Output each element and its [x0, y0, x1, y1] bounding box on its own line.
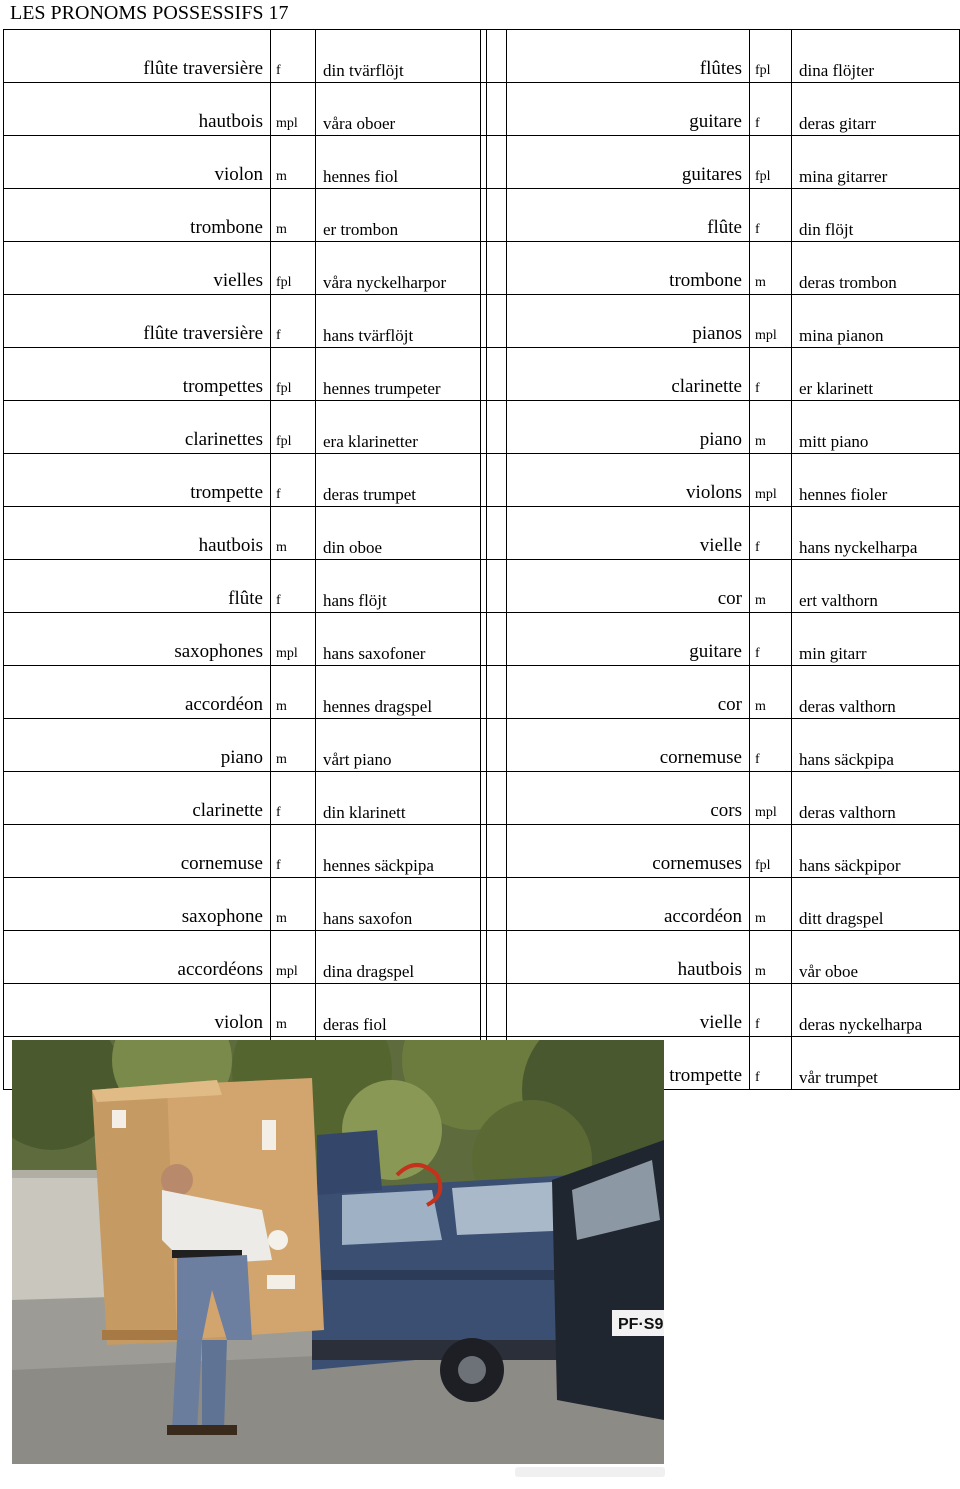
table-row: [4, 931, 960, 984]
french-word-left: violon: [4, 136, 271, 189]
french-word-left: hautbois: [4, 507, 271, 560]
gender-left: fpl: [271, 242, 316, 295]
gender-right: f: [750, 83, 792, 136]
spacer-cell: [487, 242, 507, 295]
swedish-translation-right: mitt piano: [792, 401, 960, 454]
french-word-left: flûte traversière: [4, 30, 271, 83]
spacer-cell: [487, 30, 507, 83]
french-word-right: pianos: [507, 295, 750, 348]
gender-right: m: [750, 401, 792, 454]
gender-left: m: [271, 507, 316, 560]
gender-left: fpl: [271, 348, 316, 401]
french-word-right: cors: [507, 772, 750, 825]
french-word-right: guitares: [507, 136, 750, 189]
swedish-translation-right: deras gitarr: [792, 83, 960, 136]
table-row: [4, 719, 960, 772]
french-word-left: saxophone: [4, 878, 271, 931]
swedish-translation-left: din oboe: [316, 507, 481, 560]
french-word-right: guitare: [507, 83, 750, 136]
table-row: [4, 295, 960, 348]
gender-right: mpl: [750, 454, 792, 507]
table-row: [4, 507, 960, 560]
swedish-translation-right: deras trombon: [792, 242, 960, 295]
table-row: [4, 878, 960, 931]
french-word-right: cornemuse: [507, 719, 750, 772]
vocabulary-table: [3, 29, 960, 1090]
french-word-right: trombone: [507, 242, 750, 295]
french-word-right: cor: [507, 666, 750, 719]
french-word-right: guitare: [507, 613, 750, 666]
french-word-left: trompettes: [4, 348, 271, 401]
page-title: LES PRONOMS POSSESSIFS 17: [10, 2, 289, 24]
swedish-translation-right: deras valthorn: [792, 666, 960, 719]
french-word-right: violons: [507, 454, 750, 507]
swedish-translation-right: dina flöjter: [792, 30, 960, 83]
gender-left: f: [271, 454, 316, 507]
french-word-left: hautbois: [4, 83, 271, 136]
table-row: [4, 189, 960, 242]
gender-left: f: [271, 772, 316, 825]
gender-right: m: [750, 931, 792, 984]
scan-smudge: [515, 1467, 665, 1477]
license-plate-text: PF·S9: [618, 1316, 664, 1333]
french-word-right: flûte: [507, 189, 750, 242]
table-row: [4, 401, 960, 454]
french-word-right: trompette: [507, 1037, 750, 1090]
gender-right: f: [750, 348, 792, 401]
swedish-translation-left: hennes trumpeter: [316, 348, 481, 401]
table-row: [4, 454, 960, 507]
swedish-translation-right: deras nyckelharpa: [792, 984, 960, 1037]
french-word-left: violon: [4, 984, 271, 1037]
gender-left: m: [271, 719, 316, 772]
swedish-translation-right: mina pianon: [792, 295, 960, 348]
gender-left: f: [271, 825, 316, 878]
table-row: [4, 613, 960, 666]
french-word-left: vielles: [4, 242, 271, 295]
swedish-translation-right: hennes fioler: [792, 454, 960, 507]
gender-left: m: [271, 984, 316, 1037]
french-word-left: trompette: [4, 454, 271, 507]
table-row: [4, 242, 960, 295]
table-row: [4, 136, 960, 189]
gender-right: fpl: [750, 30, 792, 83]
swedish-translation-right: er klarinett: [792, 348, 960, 401]
swedish-translation-right: din flöjt: [792, 189, 960, 242]
gender-right: f: [750, 189, 792, 242]
swedish-translation-right: vår oboe: [792, 931, 960, 984]
swedish-translation-left: er trombon: [316, 189, 481, 242]
spacer-cell: [487, 825, 507, 878]
spacer-cell: [487, 719, 507, 772]
swedish-translation-right: hans säckpipor: [792, 825, 960, 878]
table-row: [4, 825, 960, 878]
gender-right: mpl: [750, 295, 792, 348]
gender-left: mpl: [271, 83, 316, 136]
gender-left: fpl: [271, 401, 316, 454]
french-word-left: clarinette: [4, 772, 271, 825]
french-word-left: clarinettes: [4, 401, 271, 454]
spacer-cell: [487, 613, 507, 666]
french-word-right: cor: [507, 560, 750, 613]
swedish-translation-right: hans säckpipa: [792, 719, 960, 772]
french-word-right: hautbois: [507, 931, 750, 984]
gender-left: f: [271, 30, 316, 83]
swedish-translation-left: hans tvärflöjt: [316, 295, 481, 348]
spacer-cell: [487, 136, 507, 189]
table-row: [4, 30, 960, 83]
gender-left: m: [271, 666, 316, 719]
gender-left: m: [271, 189, 316, 242]
gender-right: m: [750, 878, 792, 931]
french-word-left: cornemuse: [4, 825, 271, 878]
swedish-translation-right: ditt dragspel: [792, 878, 960, 931]
gender-right: f: [750, 984, 792, 1037]
french-word-right: flûtes: [507, 30, 750, 83]
swedish-translation-left: hennes säckpipa: [316, 825, 481, 878]
french-word-right: vielle: [507, 984, 750, 1037]
spacer-cell: [487, 507, 507, 560]
spacer-cell: [487, 772, 507, 825]
gender-left: f: [271, 295, 316, 348]
swedish-translation-left: våra nyckelharpor: [316, 242, 481, 295]
swedish-translation-left: deras trumpet: [316, 454, 481, 507]
spacer-cell: [487, 401, 507, 454]
french-word-right: piano: [507, 401, 750, 454]
gender-right: m: [750, 242, 792, 295]
gender-left: f: [271, 560, 316, 613]
gender-left: mpl: [271, 931, 316, 984]
swedish-translation-right: ert valthorn: [792, 560, 960, 613]
table-row: [4, 348, 960, 401]
swedish-translation-left: våra oboer: [316, 83, 481, 136]
spacer-cell: [487, 878, 507, 931]
swedish-translation-left: deras fiol: [316, 984, 481, 1037]
french-word-right: accordéon: [507, 878, 750, 931]
swedish-translation-left: era klarinetter: [316, 401, 481, 454]
swedish-translation-right: mina gitarrer: [792, 136, 960, 189]
french-word-right: clarinette: [507, 348, 750, 401]
french-word-left: accordéons: [4, 931, 271, 984]
gender-right: f: [750, 507, 792, 560]
gender-right: f: [750, 1037, 792, 1090]
swedish-translation-left: vårt piano: [316, 719, 481, 772]
french-word-left: trombone: [4, 189, 271, 242]
swedish-translation-right: hans nyckelharpa: [792, 507, 960, 560]
gender-right: f: [750, 719, 792, 772]
spacer-cell: [487, 931, 507, 984]
table-row: [4, 984, 960, 1037]
french-word-left: accordéon: [4, 666, 271, 719]
swedish-translation-right: vår trumpet: [792, 1037, 960, 1090]
swedish-translation-left: hans saxofoner: [316, 613, 481, 666]
gender-left: m: [271, 878, 316, 931]
spacer-cell: [487, 666, 507, 719]
french-word-right: cornemuses: [507, 825, 750, 878]
spacer-cell: [487, 295, 507, 348]
gender-right: mpl: [750, 772, 792, 825]
table-row: [4, 83, 960, 136]
swedish-translation-left: dina dragspel: [316, 931, 481, 984]
swedish-translation-left: hennes fiol: [316, 136, 481, 189]
spacer-cell: [487, 454, 507, 507]
swedish-translation-left: hennes dragspel: [316, 666, 481, 719]
swedish-translation-right: min gitarr: [792, 613, 960, 666]
swedish-translation-left: din tvärflöjt: [316, 30, 481, 83]
table-row: [4, 560, 960, 613]
french-word-left: saxophones: [4, 613, 271, 666]
gender-right: fpl: [750, 136, 792, 189]
swedish-translation-right: deras valthorn: [792, 772, 960, 825]
spacer-cell: [487, 348, 507, 401]
spacer-cell: [487, 189, 507, 242]
spacer-cell: [487, 560, 507, 613]
table-row: [4, 772, 960, 825]
spacer-cell: [487, 984, 507, 1037]
gender-right: m: [750, 666, 792, 719]
table-row: [4, 666, 960, 719]
french-word-left: flûte traversière: [4, 295, 271, 348]
gender-left: mpl: [271, 613, 316, 666]
swedish-translation-left: din klarinett: [316, 772, 481, 825]
spacer-cell: [487, 83, 507, 136]
photo-man-loading-boxes-into-car: [12, 1040, 664, 1464]
swedish-translation-left: hans saxofon: [316, 878, 481, 931]
french-word-left: piano: [4, 719, 271, 772]
gender-right: m: [750, 560, 792, 613]
french-word-left: flûte: [4, 560, 271, 613]
french-word-right: vielle: [507, 507, 750, 560]
gender-right: f: [750, 613, 792, 666]
gender-right: fpl: [750, 825, 792, 878]
gender-left: m: [271, 136, 316, 189]
swedish-translation-left: hans flöjt: [316, 560, 481, 613]
